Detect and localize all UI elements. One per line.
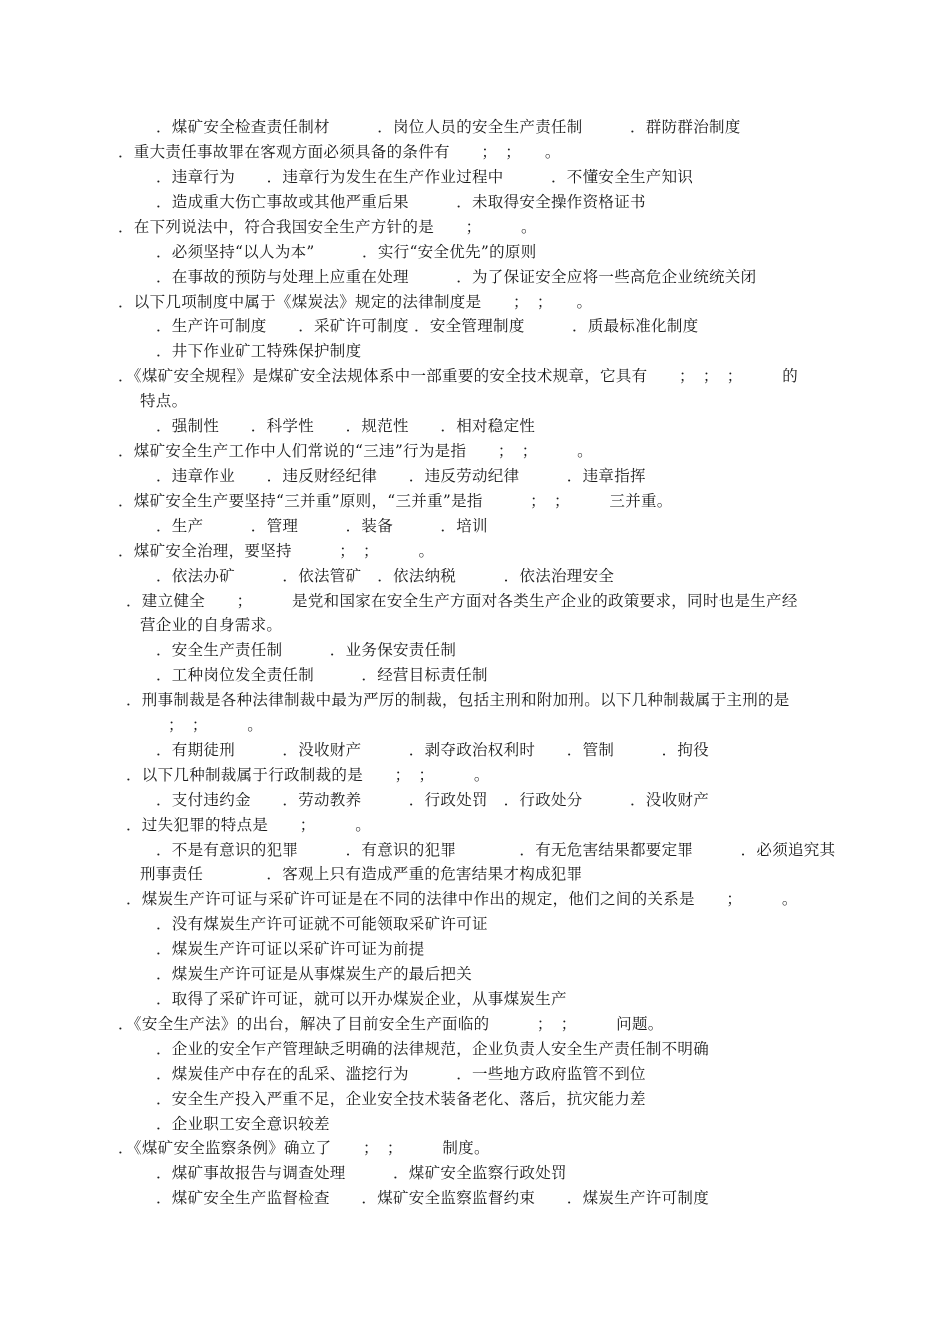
question-continuation: ； ； 。 [168,716,264,734]
question-line: ．以下几种制裁属于行政制裁的是 ； ； 。 [126,766,490,784]
question-line: ．煤矿安全生产工作中人们常说的“三违”行为是指 ； ； 。 [118,442,593,460]
question-line: ．《安全生产法》的出台，解决了目前安全生产面临的 ； ； 问题。 [118,1015,664,1033]
question-line: ．《煤矿安全规程》是煤矿安全法规体系中一部重要的安全技术规章，它具有 ； ； ； 的 [118,367,799,385]
option-line: ．工种岗位发全责任制 ．经营目标责任制 [156,666,488,684]
option-line: ．煤矿安全生产监督检查 ．煤矿安全监察监督约束 ．煤炭生产许可制度 [156,1189,710,1207]
option-line: ．没有煤炭生产许可证就不可能领取采矿许可证 [156,915,488,933]
option-line: ．依法办矿 ．依法管矿 ．依法纳税 ．依法治理安全 [156,567,615,585]
question-continuation: 营企业的自身需求。 [140,616,283,634]
option-line: ．不是有意识的犯罪 ．有意识的犯罪 ．有无危害结果都要定罪 ．必须追究其 [156,841,836,859]
option-line: ．违章作业 ．违反财经纪律 ．违反劳动纪律 ．违章指挥 [156,467,646,485]
question-line: ．建立健全 ； 是党和国家在安全生产方面对各类生产企业的政策要求，同时也是生产经 [126,592,798,610]
option-line: ．强制性 ．科学性 ．规范性 ．相对稳定性 [156,417,536,435]
question-line: ．煤炭生产许可证与采矿许可证是在不同的法律中作出的规定，他们之间的关系是 ； 。 [126,890,798,908]
question-line: ．过失犯罪的特点是 ； 。 [126,816,372,834]
option-line: ．必须坚持“以人为本” ．实行“安全优先”的原则 [156,243,537,261]
question-line: ．《煤矿安全监察条例》确立了 ； ； 制度。 [118,1139,490,1157]
option-line: ．煤矿事故报告与调查处理 ．煤矿安全监察行政处罚 [156,1164,567,1182]
option-line: ．安全生产责任制 ．业务保安责任制 [156,641,457,659]
question-line: ．刑事制裁是各种法律制裁中最为严厉的制裁，包括主刑和附加刑。以下几种制裁属于主刑的是 [126,691,790,709]
option-line: ．违章行为 ．违章行为发生在生产作业过程中 ．不懂安全生产知识 [156,168,694,186]
question-continuation: 特点。 [140,392,188,410]
question-line: ．在下列说法中，符合我国安全生产方针的是 ； 。 [118,218,537,236]
question-line: ．重大责任事故罪在客观方面必须具备的条件有 ； ； 。 [118,143,561,161]
option-line: ．企业职工安全意识较差 [156,1115,330,1133]
option-line: ．安全生产投入严重不足，企业安全技术装备老化、落后，抗灾能力差 [156,1090,646,1108]
option-line: ．煤炭佳产中存在的乱采、滥挖行为 ．一些地方政府监管不到位 [156,1065,646,1083]
question-line: ．煤矿安全生产要坚持“三并重”原则，“三并重”是指 ； ； 三并重。 [118,492,673,510]
option-line: ．在事故的预防与处理上应重在处理 ．为了保证安全应将一些高危企业统统关闭 [156,268,757,286]
question-line: ．煤矿安全治理，要坚持 ； ； 。 [118,542,435,560]
option-line: ．生产 ．管理 ．装备 ．培训 [156,517,488,535]
option-continuation: 刑事责任 ．客观上只有造成严重的危害结果才构成犯罪 [140,865,583,883]
question-line: ．以下几项制度中属于《煤炭法》规定的法律制度是 ； ； 。 [118,293,593,311]
option-line: ．煤矿安全检查责任制材 ．岗位人员的安全生产责任制 ．群防群治制度 [156,118,741,136]
option-line: ．生产许可制度 ．采矿许可制度 ．安全管理制度 ．质最标准化制度 [156,317,699,335]
option-line: ．企业的安全乍产管理缺乏明确的法律规范，企业负责人安全生产责任制不明确 [156,1040,710,1058]
option-line: ．支付违约金 ．劳动教养 ．行政处罚 ．行政处分 ．没收财产 [156,791,710,809]
option-line: ．有期徒刑 ．没收财产 ．剥夺政治权利时 ．管制 ．拘役 [156,741,710,759]
option-line: ．煤炭生产许可证以采矿许可证为前提 [156,940,425,958]
option-line: ．井下作业矿工特殊保护制度 [156,342,362,360]
option-line: ．造成重大伤亡事故或其他严重后果 ．未取得安全操作资格证书 [156,193,646,211]
option-line: ．煤炭生产许可证是从事煤炭生产的最后把关 [156,965,473,983]
option-line: ．取得了采矿许可证，就可以开办煤炭企业，从事煤炭生产 [156,990,567,1008]
